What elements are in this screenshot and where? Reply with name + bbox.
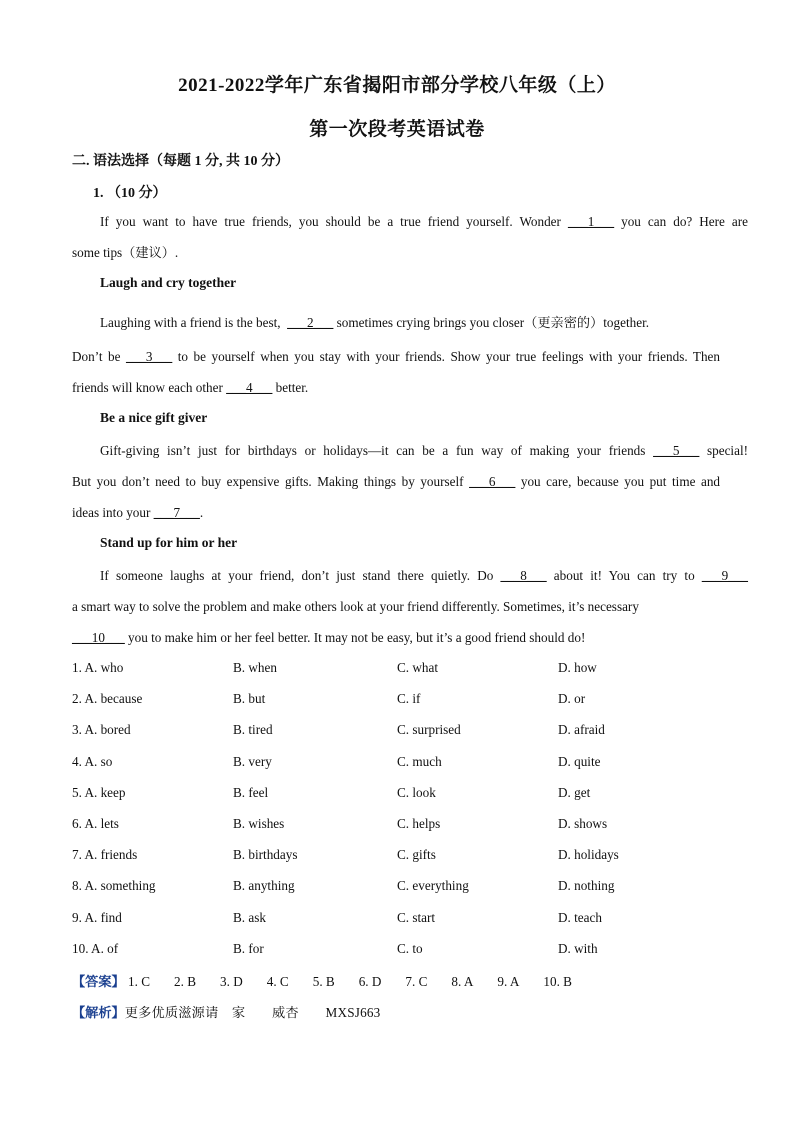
option-choice: D. nothing	[558, 878, 615, 894]
blank-7: ___7___	[153, 505, 200, 520]
option-row	[72, 722, 732, 742]
answer-list	[128, 974, 596, 989]
blank-10: ___10___	[72, 630, 125, 645]
blank-6: ___6___	[469, 474, 516, 489]
option-choice: D. quite	[558, 753, 601, 769]
explanation-row	[72, 1002, 380, 1021]
passage-line: Laughing with a friend is the best, ___2___ sometimes crying brings you closer（更亲密的）together.	[100, 315, 650, 330]
option-row	[72, 847, 732, 867]
option-choice: 5. A. keep	[72, 784, 126, 800]
option-choice: D. how	[558, 660, 597, 675]
subheading-laugh: Laugh and cry together	[100, 275, 237, 290]
option-choice: C. start	[397, 909, 436, 925]
explanation-label: 【解析】	[72, 1005, 125, 1020]
passage-line: Don’t be ___3___ to be yourself when you stay with your friends. Show your true feelings with your friends. Then	[72, 349, 720, 364]
option-choice: 7. A. friends	[72, 847, 138, 863]
blank-5: ___5___	[653, 443, 700, 458]
answer-row	[72, 971, 596, 990]
option-row	[72, 754, 732, 774]
option-choice: 10. A. of	[72, 940, 119, 956]
passage-line: Gift-giving isn’t just for birthdays or holidays—it can be a fun way of making your friends ___5___ special!	[100, 443, 749, 458]
passage-line: If someone laughs at your friend, don’t just stand there quietly. Do ___8___ about it! You can try to ___9___	[100, 568, 748, 583]
answer-item: 9. A	[497, 974, 520, 989]
option-choice: 6. A. lets	[72, 816, 119, 831]
option-choice: C. what	[397, 660, 439, 675]
blank-2: ___2___	[287, 315, 334, 330]
option-choice: D. teach	[558, 909, 602, 925]
answer-item: 4. C	[266, 974, 289, 989]
option-row	[72, 878, 732, 898]
answer-item: 5. B	[312, 974, 335, 989]
option-choice: D. with	[558, 940, 598, 956]
passage-line: ideas into your ___7___.	[72, 505, 204, 520]
blank-1: ___1___	[567, 214, 615, 229]
option-choice: B. ask	[233, 909, 266, 925]
answer-item: 10. B	[543, 974, 572, 989]
explanation-text: 更多优质滋源请 家 威杏 MXSJ663	[124, 1005, 381, 1020]
passage-line: some tips（建议）.	[72, 245, 179, 260]
option-row	[72, 785, 732, 805]
answer-item: 3. D	[220, 974, 243, 989]
answer-item: 6. D	[358, 974, 382, 989]
option-choice: 1. A. who	[72, 660, 124, 675]
blank-9: ___9___	[701, 568, 748, 583]
option-choice: B. wishes	[233, 816, 285, 831]
option-choice: D. shows	[558, 816, 608, 831]
answer-label: 【答案】	[72, 974, 125, 989]
subheading-stand-up: Stand up for him or her	[100, 535, 238, 550]
blank-3: ___3___	[126, 349, 173, 364]
option-choice: B. tired	[233, 722, 273, 738]
option-row	[72, 691, 732, 711]
blank-8: ___8___	[500, 568, 547, 583]
subheading-gift: Be a nice gift giver	[100, 410, 208, 425]
option-choice: C. to	[397, 940, 423, 956]
option-row	[72, 660, 732, 680]
option-row	[72, 941, 732, 961]
option-choice: 8. A. something	[72, 878, 156, 894]
option-choice: D. get	[558, 784, 591, 800]
option-choice: D. holidays	[558, 847, 619, 863]
option-choice: B. for	[233, 940, 264, 956]
option-choice: C. surprised	[397, 722, 461, 738]
option-choice: 9. A. find	[72, 909, 122, 925]
passage-line: But you don’t need to buy expensive gifts. Making things by yourself ___6___ you care, because you put time and	[72, 474, 721, 489]
answer-item: 1. C	[128, 974, 151, 989]
answer-item: 8. A	[451, 974, 474, 989]
exam-title-line2: 第一次段考英语试卷	[309, 119, 485, 140]
section-heading: 二. 语法选择（每题 1 分, 共 10 分）	[72, 154, 289, 169]
option-choice: D. or	[558, 691, 586, 707]
option-choice: 3. A. bored	[72, 722, 131, 738]
passage-line: If you want to have true friends, you should be a true friend yourself. Wonder ___1___ you can do? Here are	[100, 214, 749, 229]
option-choice: 2. A. because	[72, 691, 143, 707]
option-choice: B. birthdays	[233, 847, 298, 863]
option-choice: 4. A. so	[72, 753, 113, 769]
option-choice: B. feel	[233, 784, 269, 800]
answer-item: 2. B	[174, 974, 197, 989]
option-choice: B. anything	[233, 878, 295, 894]
option-choice: C. much	[397, 753, 442, 769]
passage-line: ___10___ you to make him or her feel better. It may not be easy, but it’s a good friend should do!	[72, 630, 586, 645]
option-choice: C. look	[397, 784, 436, 800]
answer-item: 7. C	[405, 974, 428, 989]
option-choice: C. helps	[397, 816, 441, 831]
option-row	[72, 910, 732, 930]
option-choice: C. if	[397, 691, 421, 707]
option-choice: B. very	[233, 753, 272, 769]
passage-line: a smart way to solve the problem and make others look at your friend differently. Sometimes, it’s necessary	[72, 599, 639, 614]
option-choice: C. everything	[397, 878, 469, 894]
question-number: 1. （10 分）	[93, 186, 167, 201]
option-choice: C. gifts	[397, 847, 436, 863]
blank-4: ___4___	[226, 380, 273, 395]
passage-line: friends will know each other ___4___ better.	[72, 380, 309, 395]
exam-title-line1: 2021-2022学年广东省揭阳市部分学校八年级（上）	[178, 75, 616, 96]
option-row	[72, 816, 732, 836]
option-choice: D. afraid	[558, 722, 605, 738]
option-choice: B. but	[233, 691, 266, 707]
option-choice: B. when	[233, 660, 277, 675]
